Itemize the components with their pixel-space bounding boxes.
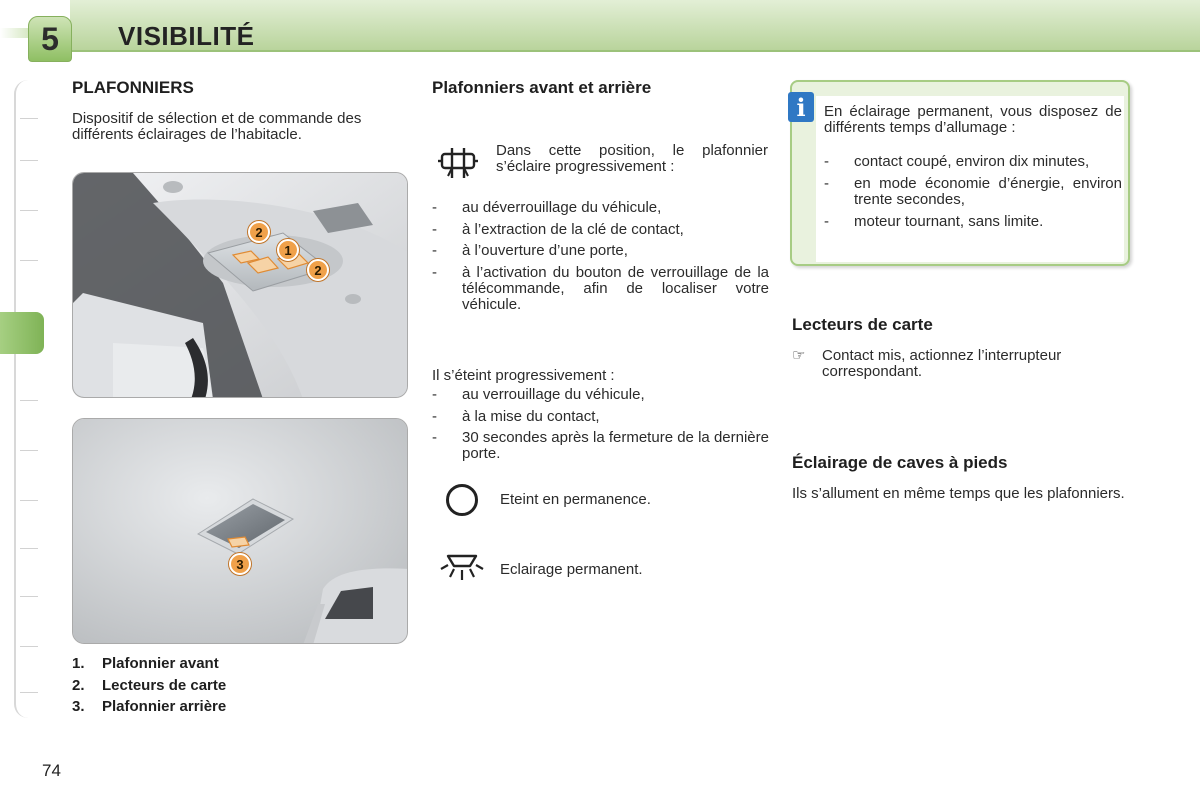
rear-ceiling-light-photo	[72, 418, 408, 644]
off-mode-text: Eteint en permanence.	[500, 491, 651, 508]
left-column	[72, 78, 412, 143]
chapter-tabs-rail	[14, 80, 40, 718]
chapter-tab[interactable]	[20, 160, 38, 161]
legend-item: 3. Plafonnier arrière	[72, 698, 227, 715]
permanent-light-icon	[438, 552, 486, 584]
chapter-tab[interactable]	[20, 260, 38, 261]
page-header	[0, 0, 1200, 60]
intro-text: Dispositif de sélection et de commande des différents éclairages de l’habitacle.	[72, 110, 362, 143]
light-off-list	[432, 387, 769, 468]
list-item: - 30 secondes après la fermeture de la dernière porte.	[432, 429, 769, 462]
info-item: - contact coupé, environ dix minutes,	[824, 153, 1090, 170]
permanent-mode-text: Eclairage permanent.	[500, 561, 643, 578]
callout-3: 3	[229, 553, 251, 575]
list-item: - au déverrouillage du véhicule,	[432, 199, 662, 216]
footwell-text: Ils s’allument en même temps que les plafonniers.	[792, 485, 1125, 502]
map-readers-text: ☞ Contact mis, actionnez l’interrupteur correspondant.	[792, 347, 1062, 380]
section-heading-footwell: Éclairage de caves à pieds	[792, 453, 1008, 472]
circle-off-icon	[444, 482, 480, 518]
door-mode-text: Dans cette position, le plafonnier s’éclaire progressivement :	[496, 142, 768, 175]
chapter-tab[interactable]	[20, 450, 38, 451]
info-item: - moteur tournant, sans limite.	[824, 213, 1044, 230]
chapter-tab[interactable]	[20, 400, 38, 401]
photo-legend	[72, 653, 226, 718]
middle-column	[432, 78, 772, 98]
light-on-list	[432, 200, 769, 318]
section-heading-front-rear: Plafonniers avant et arrière	[432, 78, 652, 97]
callout-1: 1	[277, 239, 299, 261]
callout-2: 2	[248, 221, 270, 243]
list-item: - au verrouillage du véhicule,	[432, 386, 645, 403]
rear-ceiling-illustration	[73, 419, 408, 644]
front-ceiling-illustration	[73, 173, 408, 398]
info-item: - en mode économie d’énergie, environ trente secondes,	[824, 175, 1122, 208]
chapter-tab[interactable]	[20, 118, 38, 119]
list-item: - à l’ouverture d’une porte,	[432, 242, 628, 259]
section-heading-map-readers: Lecteurs de carte	[792, 315, 933, 334]
info-box	[790, 80, 1130, 266]
chapter-number: 5	[28, 16, 72, 62]
info-intro: En éclairage permanent, vous disposez de différents temps d’allumage :	[824, 103, 1122, 136]
page-number: 74	[42, 761, 61, 780]
list-item: - à la mise du contact,	[432, 407, 600, 425]
page-title: VISIBILITÉ	[118, 21, 255, 51]
chapter-tab[interactable]	[20, 210, 38, 211]
chapter-tab[interactable]	[20, 500, 38, 501]
chapter-tab[interactable]	[20, 692, 38, 693]
door-light-icon	[438, 146, 478, 180]
chapter-tab[interactable]	[20, 548, 38, 549]
chapter-tab[interactable]	[20, 646, 38, 647]
section-heading-plafonniers: PLAFONNIERS	[72, 78, 194, 97]
hand-pointer-icon: ☞	[792, 347, 806, 364]
info-list	[824, 154, 1122, 230]
list-item: - à l’extraction de la clé de contact,	[432, 220, 684, 238]
legend-item: 2. Lecteurs de carte	[72, 676, 227, 694]
callout-2: 2	[307, 259, 329, 281]
front-ceiling-light-photo	[72, 172, 408, 398]
info-icon: i	[788, 92, 814, 122]
list-item: - à l’activation du bouton de verrouillage de la télécommande, afin de localiser votre véhicule.	[432, 263, 769, 313]
chapter-tab[interactable]	[20, 596, 38, 597]
chapter-tab-active[interactable]	[0, 312, 44, 354]
info-box-content	[816, 96, 1124, 262]
off-intro-text: Il s’éteint progressivement :	[432, 367, 615, 384]
legend-item: 1. Plafonnier avant	[72, 655, 219, 672]
